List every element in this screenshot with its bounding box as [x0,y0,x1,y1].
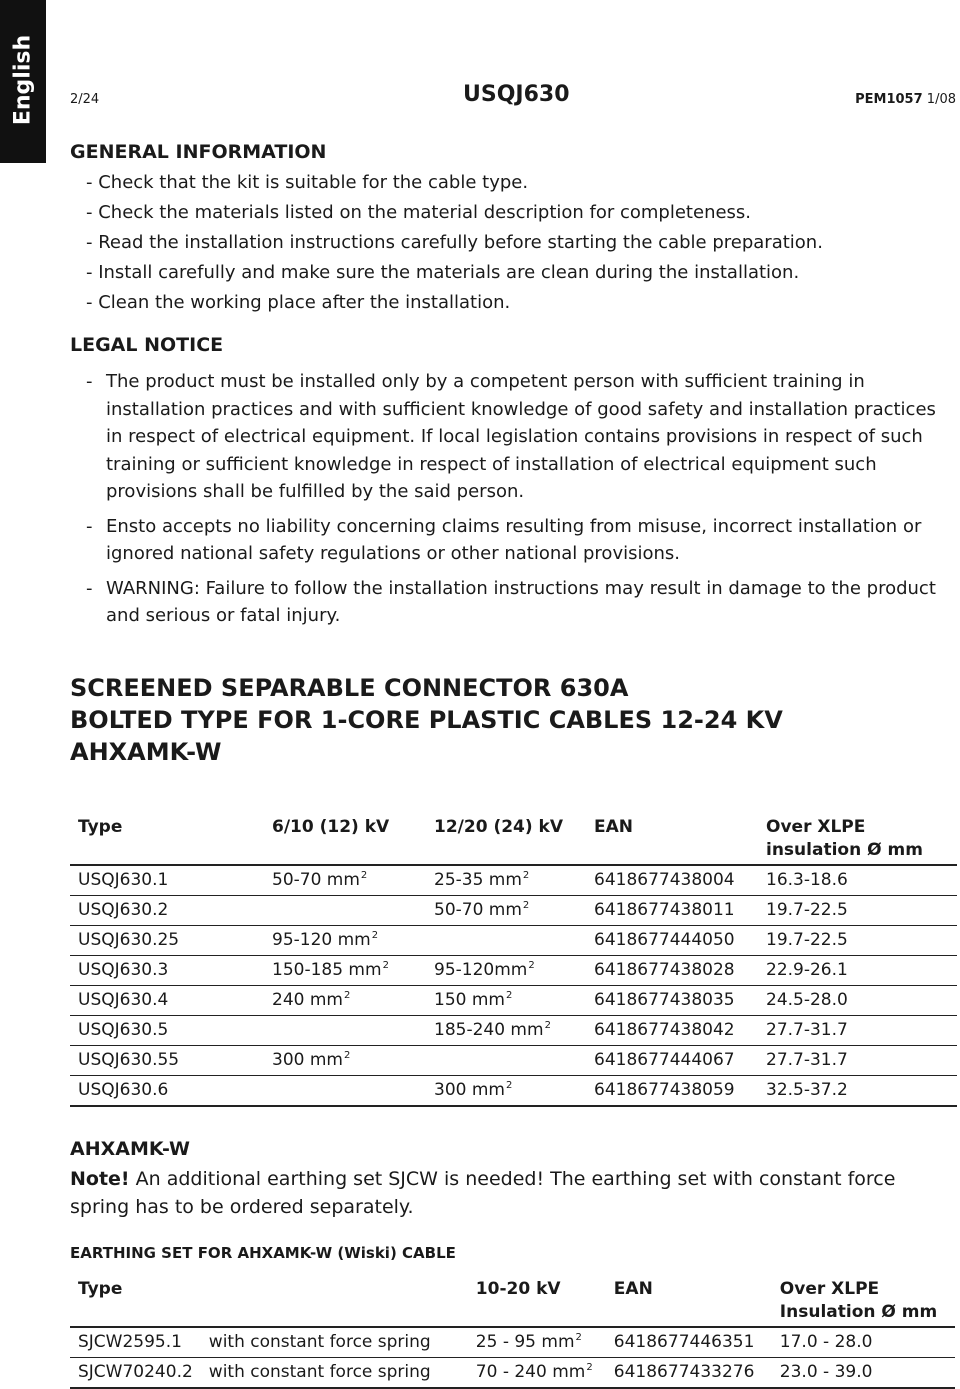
table-row [70,865,957,896]
table-row [70,926,957,956]
product-title [70,672,783,768]
column-header: EAN [606,1270,772,1327]
type-cell: SJCW2595.1 [70,1327,201,1358]
kv24-cell: $95-120mm^2$ [426,956,586,986]
kv24-cell [426,1046,586,1076]
type-cell: SJCW70240.2 [70,1358,201,1389]
xlpe-cell: 22.9-26.1 [758,956,957,986]
type-cell: USQJ630.2 [70,896,264,926]
kv12-cell: 95-120 $mm^2$ [264,926,426,956]
earthing-set-table [70,1270,955,1389]
xlpe-cell: 32.5-37.2 [758,1076,957,1107]
kv24-cell: 185-240 $mm^2$ [426,1016,586,1046]
type-cell: USQJ630.4 [70,986,264,1016]
xlpe-cell: 19.7-22.5 [758,896,957,926]
list-item: - WARNING: Failure to follow the installation instructions may result in damage to the product and serious or fatal injury. [86,575,952,630]
table-row [70,956,957,986]
description-cell: with constant force spring [201,1358,468,1389]
list-item: - Clean the working place after the installation. [86,292,511,313]
table-row [70,1046,957,1076]
kv24-cell: 25-35 $mm^2$ [426,865,586,896]
table-row [70,1327,955,1358]
table-row [70,1358,955,1389]
legal-notice-title: LEGAL NOTICE [70,334,224,356]
doc-date: 1/08 [926,92,956,107]
ean-cell: 6418677444050 [586,926,758,956]
product-title-line: AHXAMK-W [70,738,222,766]
ean-cell: 6418677438042 [586,1016,758,1046]
kv-cell: 25 - 95 $mm^2$ [468,1327,606,1358]
kv12-cell: 50-70 $mm^2$ [264,865,426,896]
general-information-title: GENERAL INFORMATION [70,141,327,163]
legal-text: Ensto accepts no liability concerning claims resulting from misuse, incorrect installation or ignored national safety regulations or other national provisions. [106,515,922,564]
legal-text: The product must be installed only by a competent person with sufficient training in installation practices and with sufficient knowledge of good safety and installation practices in respect of electrical equipment. If local legislation contains provisions in respect of such training or sufficient knowledge in respect of installation of electrical equipment such provisions shall be fulfilled by the said person. [106,371,936,502]
xlpe-cell: 23.0 - 39.0 [772,1358,955,1389]
ean-cell: 6418677446351 [606,1327,772,1358]
table-header-row [70,1270,955,1327]
connector-table [70,808,957,1107]
kv-cell: 70 - 240 $mm^2$ [468,1358,606,1389]
product-title-line: BOLTED TYPE FOR 1-CORE PLASTIC CABLES 12-24 KV [70,706,783,734]
list-item: - Check that the kit is suitable for the cable type. [86,172,529,193]
column-header: Type [70,1270,468,1327]
ean-cell: 6418677438059 [586,1076,758,1107]
ean-cell: 6418677438035 [586,986,758,1016]
note-label: Note! [70,1168,130,1190]
legal-notice-list [86,368,952,637]
type-cell: USQJ630.55 [70,1046,264,1076]
list-item: - Check the materials listed on the material description for completeness. [86,202,752,223]
list-item: - Install carefully and make sure the materials are clean during the installation. [86,262,800,283]
kv12-cell [264,896,426,926]
list-item: - Read the installation instructions carefully before starting the cable preparation. [86,232,823,253]
note-text: An additional earthing set SJCW is needed! The earthing set with constant force spring has to be ordered separately. [70,1168,896,1218]
language-label: English [10,34,36,126]
ean-cell: 6418677433276 [606,1358,772,1389]
ean-cell: 6418677444067 [586,1046,758,1076]
column-header: 6/10 (12) kV [264,808,426,865]
description-cell: with constant force spring [201,1327,468,1358]
table-row [70,1076,957,1107]
column-header: 12/20 (24) kV [426,808,586,865]
kv24-cell: 150 $mm^2$ [426,986,586,1016]
type-cell: USQJ630.6 [70,1076,264,1107]
general-information-list [86,168,823,318]
list-item: - The product must be installed only by a competent person with sufficient training in installation practices and with sufficient knowledge of good safety and installation practices in respect of electrical equipment. If local legislation contains provisions in respect of such training or sufficient knowledge in respect of installation of electrical equipment such provisions shall be fulfilled by the said person. [86,368,952,506]
language-tab [0,0,46,163]
document-code [855,92,956,107]
earthing-set-title: EARTHING SET FOR AHXAMK-W (Wiski) CABLE [70,1244,456,1262]
table-row [70,896,957,926]
xlpe-cell: 19.7-22.5 [758,926,957,956]
ahxamk-title: AHXAMK-W [70,1138,190,1160]
type-cell: USQJ630.25 [70,926,264,956]
column-header: EAN [586,808,758,865]
kv12-cell: 300 $mm^2$ [264,1046,426,1076]
ean-cell: 6418677438011 [586,896,758,926]
xlpe-cell: 27.7-31.7 [758,1046,957,1076]
kv12-cell [264,1076,426,1107]
column-header: Type [70,808,264,865]
type-cell: USQJ630.3 [70,956,264,986]
kv24-cell: 300 $mm^2$ [426,1076,586,1107]
table-row [70,986,957,1016]
kv12-cell [264,1016,426,1046]
doc-code: PEM1057 [855,92,923,107]
kv24-cell: 50-70 $mm^2$ [426,896,586,926]
column-header: Over XLPE insulation Ø mm [758,808,957,865]
type-cell: USQJ630.5 [70,1016,264,1046]
kv12-cell: 150-185 $mm^2$ [264,956,426,986]
column-header: 10-20 kV [468,1270,606,1327]
xlpe-cell: 16.3-18.6 [758,865,957,896]
ean-cell: 6418677438004 [586,865,758,896]
product-title-line: SCREENED SEPARABLE CONNECTOR 630A [70,674,629,702]
page-number: 2/24 [70,92,100,107]
kv12-cell: 240 $mm^2$ [264,986,426,1016]
table-row [70,1016,957,1046]
xlpe-cell: 17.0 - 28.0 [772,1327,955,1358]
list-item: - Ensto accepts no liability concerning claims resulting from misuse, incorrect installation or ignored national safety regulations or other national provisions. [86,513,952,568]
note-paragraph [70,1165,955,1221]
table-header-row [70,808,957,865]
product-code: USQJ630 [463,82,570,107]
legal-text: WARNING: Failure to follow the installation instructions may result in damage to the product and serious or fatal injury. [106,577,936,626]
ean-cell: 6418677438028 [586,956,758,986]
column-header: Over XLPE Insulation Ø mm [772,1270,955,1327]
xlpe-cell: 24.5-28.0 [758,986,957,1016]
kv24-cell [426,926,586,956]
xlpe-cell: 27.7-31.7 [758,1016,957,1046]
type-cell: USQJ630.1 [70,865,264,896]
